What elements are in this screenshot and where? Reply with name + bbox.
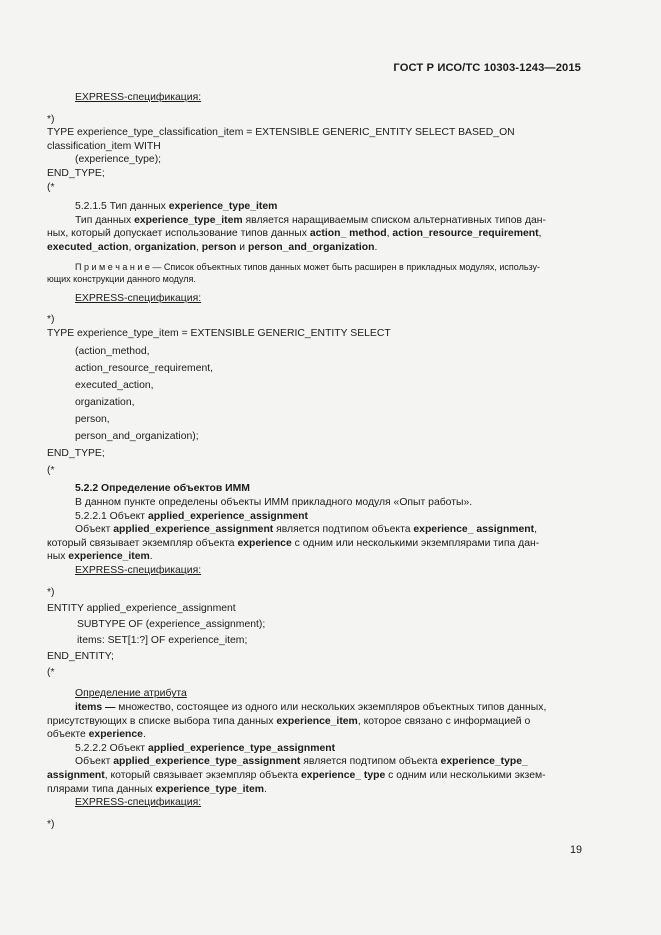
code-line: TYPE experience_type_item = EXTENSIBLE GENERIC_ENTITY SELECT xyxy=(47,327,391,339)
document-body xyxy=(47,91,581,831)
code-line: (* xyxy=(47,667,55,679)
code-line: (* xyxy=(47,181,55,193)
section-heading: 5.2.1.5 Тип данных experience_type_item xyxy=(75,201,278,213)
code-line: END_ENTITY; xyxy=(47,651,114,663)
note: П р и м е ч а н и е — Список объектных типов данных может быть расширен в прикладных модулях, использу- xyxy=(75,261,541,272)
code-line: TYPE experience_type_classification_item = EXTENSIBLE GENERIC_ENTITY SELECT BASED_ON xyxy=(47,127,515,139)
code-line: ENTITY applied_experience_assignment xyxy=(47,603,236,615)
express-spec-label: EXPRESS-спецификация: xyxy=(75,92,202,103)
code-line: person_and_organization); xyxy=(75,431,199,443)
code-line: *) xyxy=(47,113,55,125)
code-line: *) xyxy=(47,818,55,830)
code-line: END_TYPE; xyxy=(47,448,105,460)
page-number: 19 xyxy=(569,844,582,856)
express-spec-label: EXPRESS-спецификация: xyxy=(75,564,202,576)
paragraph-line: ных experience_item. xyxy=(47,551,153,563)
paragraph-line: объекте experience. xyxy=(47,729,146,741)
code-line: END_TYPE; xyxy=(47,167,105,179)
code-line: (action_method, xyxy=(75,346,150,358)
express-spec-label: EXPRESS-спецификация: xyxy=(75,292,202,304)
attribute-definition-label: Определение атрибута xyxy=(75,688,187,700)
paragraph-line: плярами типа данных experience_type_item. xyxy=(47,783,267,795)
code-line: *) xyxy=(47,587,55,599)
code-line: items: SET[1:?] OF experience_item; xyxy=(77,635,248,647)
paragraph-line: В данном пункте определены объекты ИММ прикладного модуля «Опыт работы». xyxy=(75,496,473,508)
paragraph-line: Объект applied_experience_assignment является подтипом объекта experience_ assignment, xyxy=(75,524,538,536)
code-line: action_resource_requirement, xyxy=(75,363,214,375)
paragraph-line: который связывает экземпляр объекта experience с одним или несколькими экземплярами типа дан- xyxy=(47,537,540,549)
code-line: executed_action, xyxy=(75,380,154,392)
subsection-heading: 5.2.2.1 Объект applied_experience_assignment xyxy=(75,510,308,522)
paragraph-line: ных, который допускает использование типов данных action_ method, action_resource_requirement, xyxy=(47,228,542,240)
paragraph-line: assignment, который связывает экземпляр объекта experience_ type с одним или несколькими экзем- xyxy=(47,770,546,782)
subsection-heading: 5.2.2.2 Объект applied_experience_type_assignment xyxy=(75,742,336,754)
section-heading: 5.2.2 Определение объектов ИММ xyxy=(75,483,250,495)
code-line: organization, xyxy=(75,397,135,409)
note-continued: ющих конструкции данного модуля. xyxy=(47,274,196,285)
paragraph-line: Объект applied_experience_type_assignment является подтипом объекта experience_type_ xyxy=(75,756,528,768)
paragraph-line: executed_action, organization, person и person_and_organization. xyxy=(47,241,378,253)
paragraph-line: присутствующих в списке выбора типа данных experience_item, которое связано с информацией о xyxy=(47,715,531,727)
paragraph-line: Тип данных experience_type_item является наращиваемым списком альтернативных типов дан- xyxy=(75,214,546,226)
code-line: *) xyxy=(47,314,55,326)
code-line: classification_item WITH xyxy=(47,140,161,152)
code-line: (experience_type); xyxy=(75,154,162,166)
express-spec-label: EXPRESS-спецификация: xyxy=(75,797,202,809)
code-line: (* xyxy=(47,465,55,477)
code-line: SUBTYPE OF (experience_assignment); xyxy=(77,619,266,631)
paragraph-line: items — множество, состоящее из одного или нескольких экземпляров объектных типов данных, xyxy=(75,702,547,714)
document-header: ГОСТ Р ИСО/ТС 10303-1243—2015 xyxy=(393,62,581,74)
code-line: person, xyxy=(75,414,110,426)
